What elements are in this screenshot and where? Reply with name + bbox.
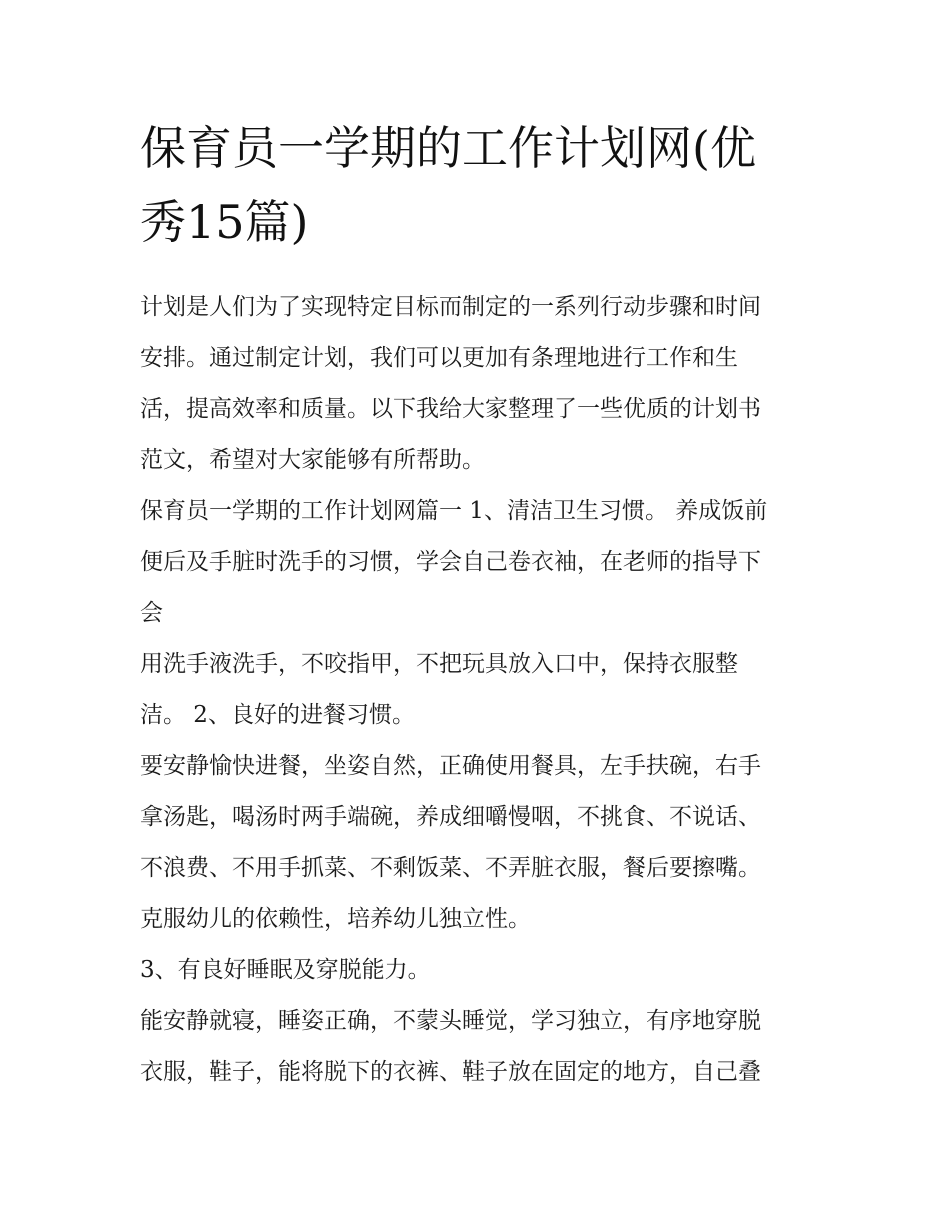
text-line: 克服幼儿的依赖性，培养幼儿独立性。 — [140, 906, 531, 932]
document-title — [140, 111, 820, 259]
text-line: 洁。 2、良好的进餐习惯。 — [140, 702, 415, 728]
text-line: 会 — [140, 600, 163, 626]
text-line: 用洗手液洗手，不咬指甲，不把玩具放入口中，保持衣服整 — [140, 651, 738, 677]
text-line: 活，提高效率和质量。以下我给大家整理了一些优质的计划书 — [140, 396, 761, 422]
text-line: 能安静就寝，睡姿正确，不蒙头睡觉，学习独立，有序地穿脱 — [140, 1008, 761, 1034]
text-line: 范文，希望对大家能够有所帮助。 — [140, 447, 485, 473]
text-line: 便后及手脏时洗手的习惯，学会自己卷衣袖，在老师的指导下 — [140, 549, 761, 575]
text-line: 不浪费、不用手抓菜、不剩饭菜、不弄脏衣服，餐后要擦嘴。 — [140, 855, 761, 881]
title-line: 秀15篇) — [140, 195, 309, 249]
text-line: 安排。通过制定计划，我们可以更加有条理地进行工作和生 — [140, 345, 738, 371]
text-line: 计划是人们为了实现特定目标而制定的一系列行动步骤和时间 — [140, 294, 761, 320]
document-body — [140, 282, 815, 1098]
text-line: 拿汤匙，喝汤时两手端碗，养成细嚼慢咽，不挑食、不说话、 — [140, 804, 761, 830]
text-line: 保育员一学期的工作计划网篇一 1、清洁卫生习惯。 养成饭前 — [140, 498, 768, 524]
text-line: 衣服，鞋子，能将脱下的衣裤、鞋子放在固定的地方，自己叠 — [140, 1059, 761, 1085]
text-line: 要安静愉快进餐，坐姿自然，正确使用餐具，左手扶碗，右手 — [140, 753, 761, 779]
title-line: 保育员一学期的工作计划网(优 — [140, 121, 756, 175]
text-line: 3、有良好睡眠及穿脱能力。 — [140, 957, 431, 983]
